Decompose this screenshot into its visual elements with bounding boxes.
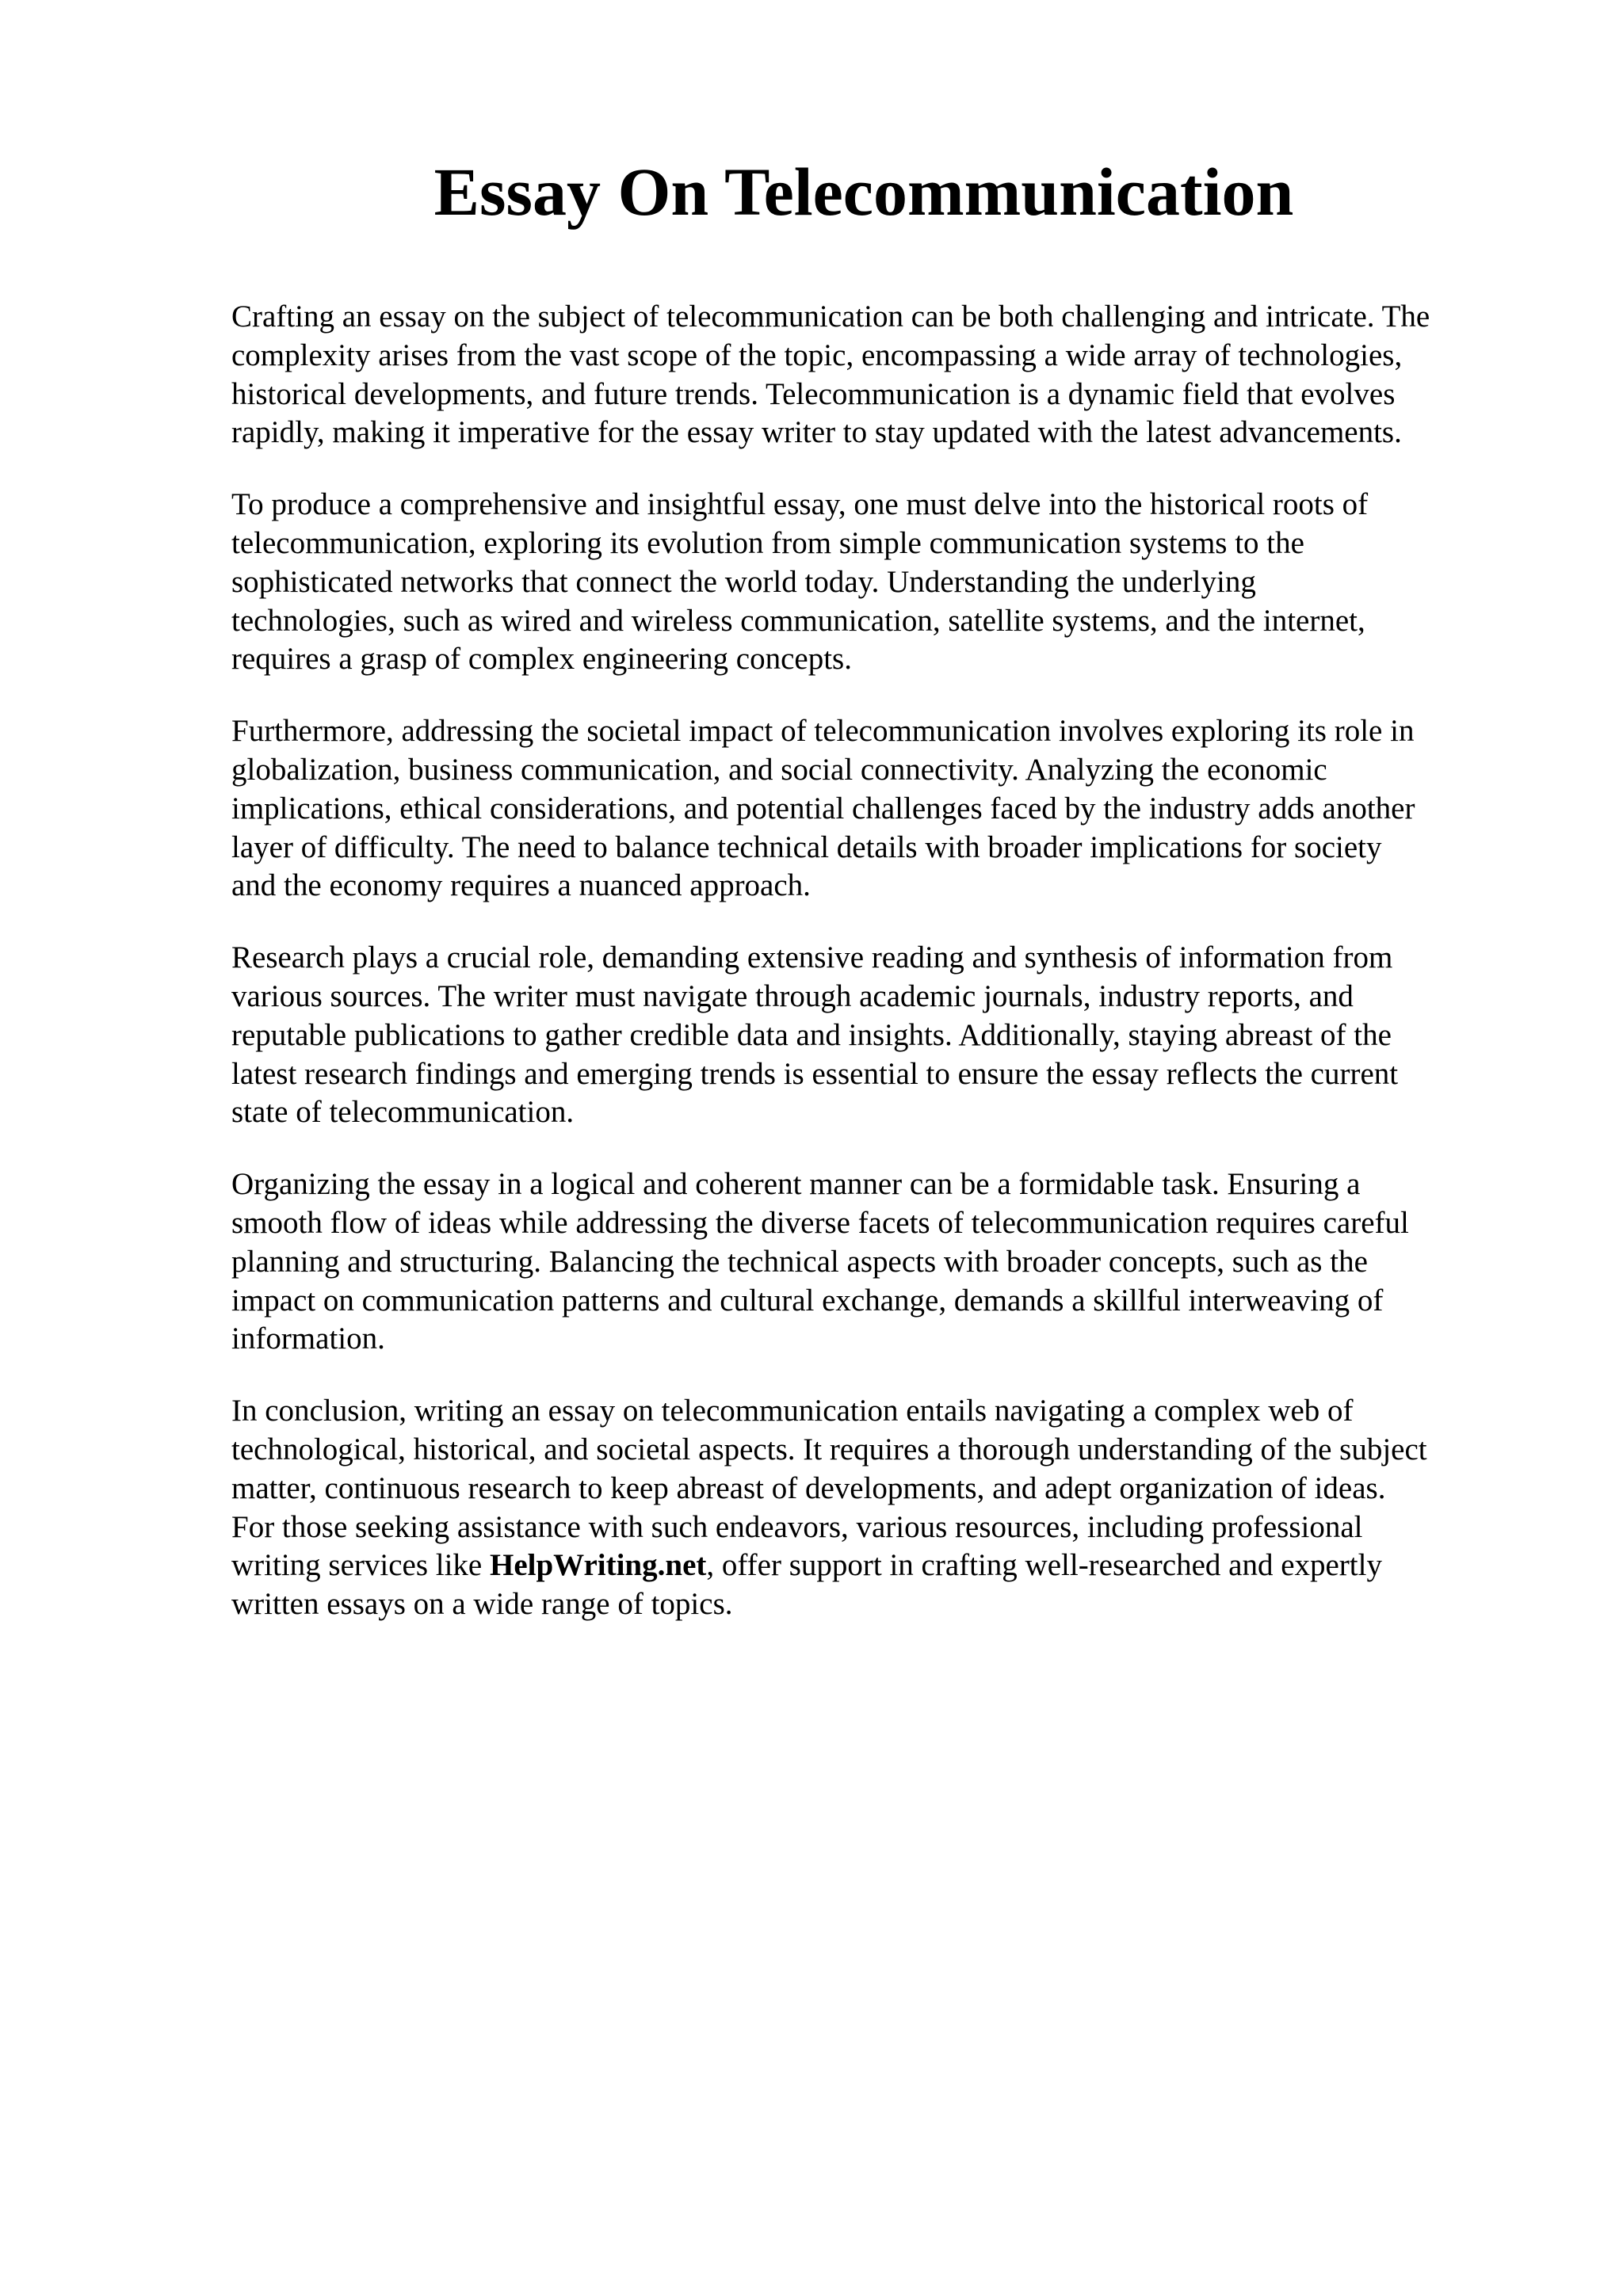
text-line: smooth flow of ideas while addressing the diverse facets of telecommunication requires careful — [231, 1205, 1409, 1240]
paragraph-5 — [231, 1165, 1515, 1359]
text-line: complexity arises from the vast scope of the topic, encompassing a wide array of technologies, — [231, 338, 1403, 372]
text-line: implications, ethical considerations, and potential challenges faced by the industry adds another — [231, 791, 1415, 826]
text-line: historical developments, and future trends. Telecommunication is a dynamic field that evolves — [231, 376, 1396, 411]
page-title: Essay On Telecommunication — [433, 154, 1294, 230]
text-line: layer of difficulty. The need to balance technical details with broader implications for society — [231, 830, 1382, 864]
text-line: written essays on a wide range of topics. — [231, 1587, 733, 1622]
text-line: and the economy requires a nuanced approach. — [231, 868, 811, 903]
essay-body — [231, 298, 1515, 1657]
text-line: globalization, business communication, and social connectivity. Analyzing the economic — [231, 752, 1327, 787]
text-line: technological, historical, and societal aspects. It requires a thorough understanding of the subject — [231, 1432, 1427, 1466]
text-line: impact on communication patterns and cultural exchange, demands a skillful interweaving of — [231, 1283, 1384, 1318]
text-line: Crafting an essay on the subject of telecommunication can be both challenging and intricate. The — [231, 299, 1430, 334]
text-line: Furthermore, addressing the societal impact of telecommunication involves exploring its role in — [231, 714, 1415, 749]
text-line: various sources. The writer must navigate through academic journals, industry reports, and — [231, 978, 1354, 1013]
text-line: telecommunication, exploring its evolution from simple communication systems to the — [231, 525, 1304, 560]
text-line: In conclusion, writing an essay on telecommunication entails navigating a complex web of — [231, 1394, 1354, 1428]
paragraph-conclusion — [231, 1392, 1515, 1624]
brand-line-prefix: writing services like — [231, 1548, 490, 1583]
text-line: For those seeking assistance with such endeavors, various resources, including professional — [231, 1509, 1363, 1544]
text-line: Organizing the essay in a logical and coherent manner can be a formidable task. Ensuring a — [231, 1167, 1361, 1202]
paragraph-3 — [231, 712, 1515, 906]
paragraph-1 — [231, 298, 1515, 452]
text-line: information. — [231, 1322, 385, 1356]
paragraph-4 — [231, 939, 1515, 1132]
text-line: state of telecommunication. — [231, 1095, 575, 1130]
text-line: reputable publications to gather credible data and insights. Additionally, staying abreast of the — [231, 1017, 1392, 1052]
text-line: To produce a comprehensive and insightful essay, one must delve into the historical roots of — [231, 487, 1369, 522]
text-line: matter, continuous research to keep abreast of developments, and adept organization of ideas. — [231, 1470, 1386, 1505]
brand-line-suffix: , offer support in crafting well-researched and expertly — [706, 1548, 1382, 1583]
paragraph-2 — [231, 486, 1515, 679]
text-line: Research plays a crucial role, demanding extensive reading and synthesis of information from — [231, 940, 1393, 975]
brand-name: HelpWriting.net — [490, 1548, 707, 1583]
text-line: rapidly, making it imperative for the essay writer to stay updated with the latest advancements. — [231, 415, 1402, 450]
text-line: planning and structuring. Balancing the technical aspects with broader concepts, such as the — [231, 1244, 1368, 1279]
text-line: requires a grasp of complex engineering concepts. — [231, 642, 852, 677]
text-line — [231, 1547, 1515, 1585]
text-line: latest research findings and emerging trends is essential to ensure the essay reflects the current — [231, 1056, 1399, 1091]
text-line: technologies, such as wired and wireless communication, satellite systems, and the internet, — [231, 603, 1365, 638]
text-line: sophisticated networks that connect the world today. Understanding the underlying — [231, 564, 1256, 599]
